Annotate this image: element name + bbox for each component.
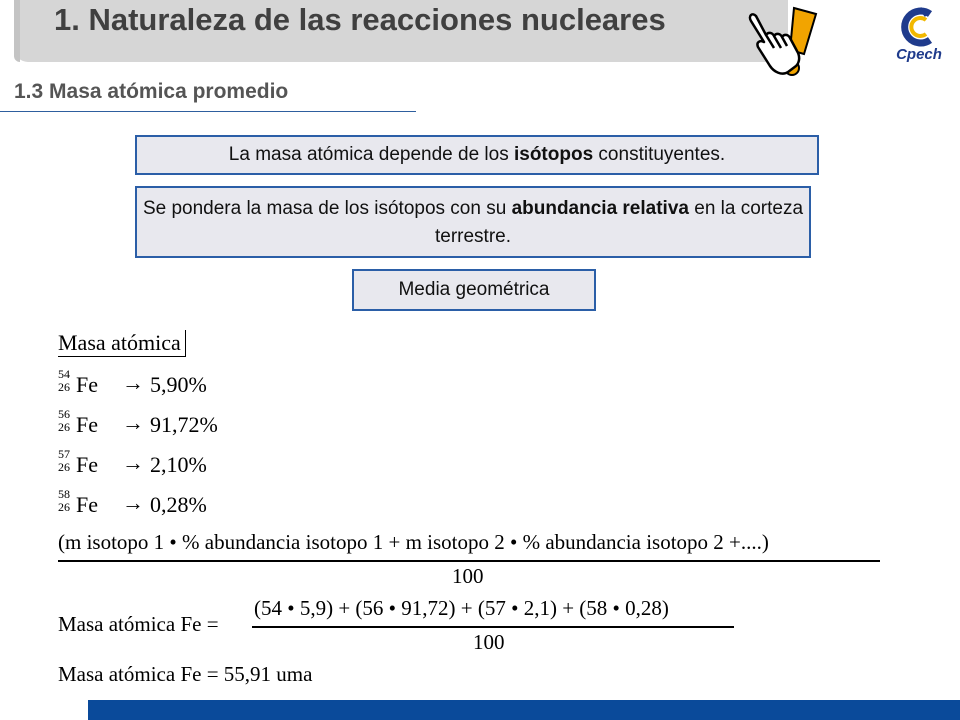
element-symbol: Fe	[76, 492, 98, 517]
box2-text-end: en la corteza terrestre.	[434, 198, 804, 247]
arrow-icon: →	[122, 410, 144, 435]
element-symbol: Fe	[76, 452, 98, 477]
box1-bold: isótopos	[513, 144, 594, 165]
element-symbol: Fe	[76, 372, 98, 397]
atomic-number: 26	[58, 460, 70, 474]
atomic-number: 26	[58, 380, 70, 394]
arrow-icon: →	[122, 450, 144, 475]
mass-number: 58	[58, 487, 70, 501]
subtitle-underline	[0, 111, 416, 112]
cpech-logo	[886, 6, 952, 68]
box1-text: La masa atómica depende de los	[228, 144, 514, 165]
mass-number: 56	[58, 407, 70, 421]
general-formula-numerator: (m isotopo 1 • % abundancia isotopo 1 + m isotopo 2 • % abundancia isotopo 2 +....)	[58, 530, 769, 554]
mass-number: 54	[58, 367, 70, 381]
cpech-logo-icon	[886, 6, 952, 48]
bottom-bar	[88, 700, 960, 720]
general-formula-denominator: 100	[452, 564, 484, 588]
logo-text: Cpech	[896, 46, 942, 63]
calc-numerator: (54 • 5,9) + (56 • 91,72) + (57 • 2,1) + (58 • 0,28)	[254, 596, 669, 620]
calc-denominator: 100	[473, 630, 505, 654]
mass-number: 57	[58, 447, 70, 461]
atomic-mass-label: Masa atómica	[58, 330, 186, 357]
title-bar	[14, 0, 788, 62]
section-subtitle: 1.3 Masa atómica promedio	[14, 80, 289, 103]
abundance-value: 0,28%	[150, 492, 207, 517]
box2-text: Se pondera la masa de los isótopos con su	[142, 198, 512, 219]
box2-bold: abundancia relativa	[511, 198, 689, 219]
result-line: Masa atómica Fe = 55,91 uma	[58, 662, 313, 686]
abundance-value: 91,72%	[150, 412, 218, 437]
info-box-isotopes	[135, 135, 819, 175]
info-box-abundance	[135, 186, 811, 258]
pointing-hand-exclamation-icon	[744, 2, 822, 84]
abundance-value: 2,10%	[150, 452, 207, 477]
general-formula-fraction-line	[58, 560, 880, 562]
atomic-number: 26	[58, 500, 70, 514]
abundance-value: 5,90%	[150, 372, 207, 397]
calc-lhs: Masa atómica Fe =	[58, 612, 219, 636]
page-title: 1. Naturaleza de las reacciones nucleares	[54, 2, 666, 37]
element-symbol: Fe	[76, 412, 98, 437]
arrow-icon: →	[122, 370, 144, 395]
box1-text-end: constituyentes.	[593, 144, 726, 165]
arrow-icon: →	[122, 490, 144, 515]
calc-fraction-line	[252, 626, 734, 628]
info-box-geometric-mean: Media geométrica	[352, 269, 596, 311]
atomic-number: 26	[58, 420, 70, 434]
